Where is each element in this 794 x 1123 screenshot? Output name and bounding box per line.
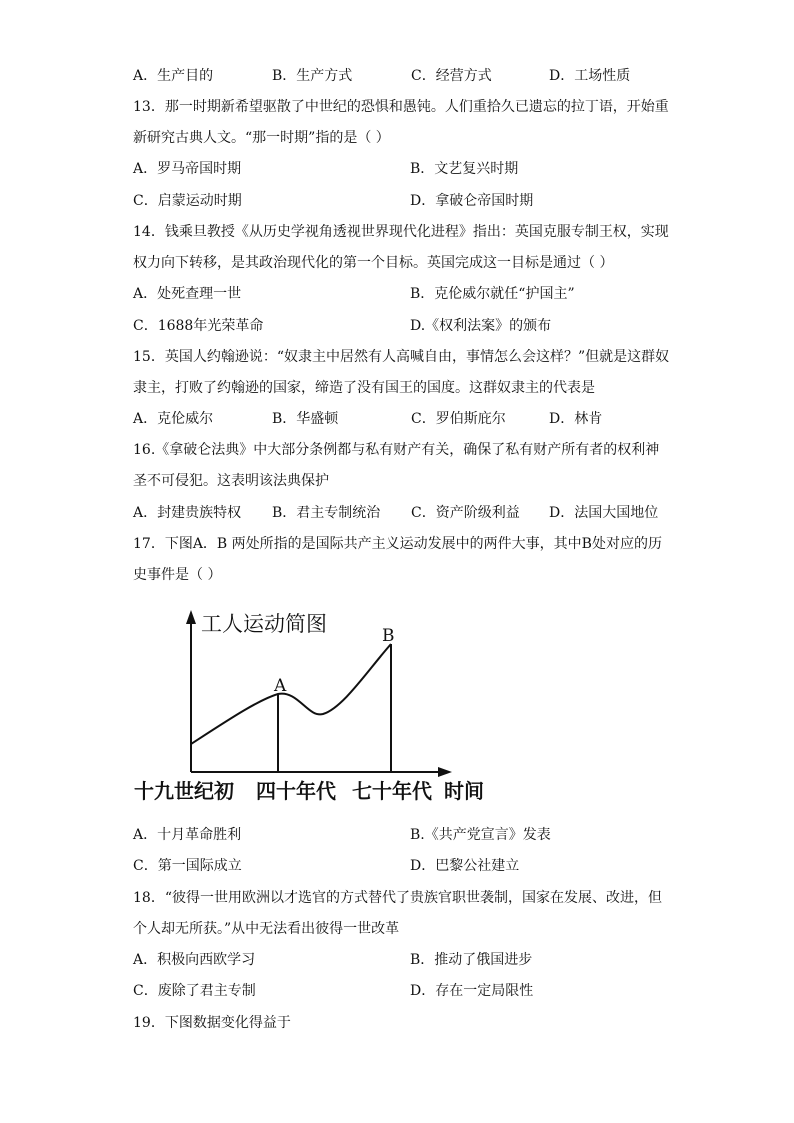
q14-option-d: D.《权利法案》的颁布 (410, 318, 552, 334)
q17-option-c: C．第一国际成立 (133, 858, 242, 874)
q15-option-c: C．罗伯斯庇尔 (411, 411, 506, 427)
q18-stem-line-2: 个人却无所获。”从中无法看出彼得一世改革 (133, 921, 400, 937)
x-axis-label: 时间 (444, 779, 484, 803)
q15-stem-line-2: 隶主，打败了约翰逊的国家，缔造了没有国王的国度。这群奴隶主的代表是 (133, 380, 595, 396)
workers-movement-chart (128, 600, 508, 810)
q13-option-a: A．罗马帝国时期 (133, 161, 242, 177)
series-line (191, 644, 391, 744)
q12-option-a: A．生产目的 (133, 68, 214, 84)
q15-option-b: B．华盛顿 (272, 411, 339, 427)
q13-option-d: D．拿破仑帝国时期 (410, 193, 534, 209)
q13-option-c: C．启蒙运动时期 (133, 193, 242, 209)
q15-option-d: D．林肯 (549, 411, 603, 427)
q18-option-b: B．推动了俄国进步 (410, 952, 533, 968)
q16-option-d: D．法国大国地位 (549, 505, 659, 521)
q12-option-b: B．生产方式 (272, 68, 353, 84)
q14-stem-line-1: 14．钱乘旦教授《从历史学视角透视世界现代化进程》指出：英国克服专制王权，实现 (133, 224, 669, 240)
x-tick-label: 七十年代 (352, 779, 432, 803)
q18-option-c: C．废除了君主专制 (133, 983, 256, 999)
q17-option-d: D．巴黎公社建立 (410, 858, 520, 874)
x-tick-label: 十九世纪初 (134, 779, 234, 803)
q13-stem-line-2: 新研究古典人文。“那一时期”指的是（ ） (133, 130, 390, 146)
q17-stem-line-2: 史事件是（ ） (133, 567, 222, 583)
q14-stem-line-2: 权力向下转移，是其政治现代化的第一个目标。英国完成这一目标是通过（ ） (133, 255, 614, 271)
x-axis-arrow-icon (438, 767, 452, 777)
annotation-b: B (382, 626, 395, 646)
q12-option-d: D．工场性质 (549, 68, 631, 84)
q16-option-b: B．君主专制统治 (272, 505, 381, 521)
q14-option-b: B．克伦威尔就任“护国主” (410, 286, 575, 302)
annotation-a: A (274, 676, 287, 696)
q18-option-a: A．积极向西欧学习 (133, 952, 256, 968)
x-tick-label: 四十年代 (256, 779, 336, 803)
q14-option-c: C．1688年光荣革命 (133, 318, 264, 334)
q18-stem-line-1: 18．“彼得一世用欧洲以才选官的方式替代了贵族官职世袭制，国家在发展、改进，但 (133, 890, 662, 906)
q17-option-a: A．十月革命胜利 (133, 827, 242, 843)
chart-title: 工人运动简图 (201, 612, 327, 636)
q16-option-c: C．资产阶级利益 (411, 505, 520, 521)
q19-stem-line-1: 19．下图数据变化得益于 (133, 1015, 291, 1031)
q13-option-b: B．文艺复兴时期 (410, 161, 519, 177)
q18-option-d: D．存在一定局限性 (410, 983, 534, 999)
q15-option-a: A．克伦威尔 (133, 411, 214, 427)
q17-stem-line-1: 17．下图A．B 两处所指的是国际共产主义运动发展中的两件大事，其中B处对应的历 (133, 536, 662, 552)
q12-option-c: C．经营方式 (411, 68, 492, 84)
q15-stem-line-1: 15．英国人约翰逊说：“奴隶主中居然有人高喊自由，事情怎么会这样？”但就是这群奴 (133, 349, 670, 365)
y-axis-arrow-icon (186, 610, 196, 624)
q16-option-a: A．封建贵族特权 (133, 505, 242, 521)
q14-option-a: A．处死查理一世 (133, 286, 242, 302)
q13-stem-line-1: 13．那一时期新希望驱散了中世纪的恐惧和愚钝。人们重拾久已遗忘的拉丁语，开始重 (133, 99, 669, 115)
q17-option-b: B.《共产党宣言》发表 (410, 827, 551, 843)
q16-stem-line-1: 16.《拿破仑法典》中大部分条例都与私有财产有关，确保了私有财产所有者的权利神 (133, 442, 660, 458)
q16-stem-line-2: 圣不可侵犯。这表明该法典保护 (133, 473, 329, 489)
